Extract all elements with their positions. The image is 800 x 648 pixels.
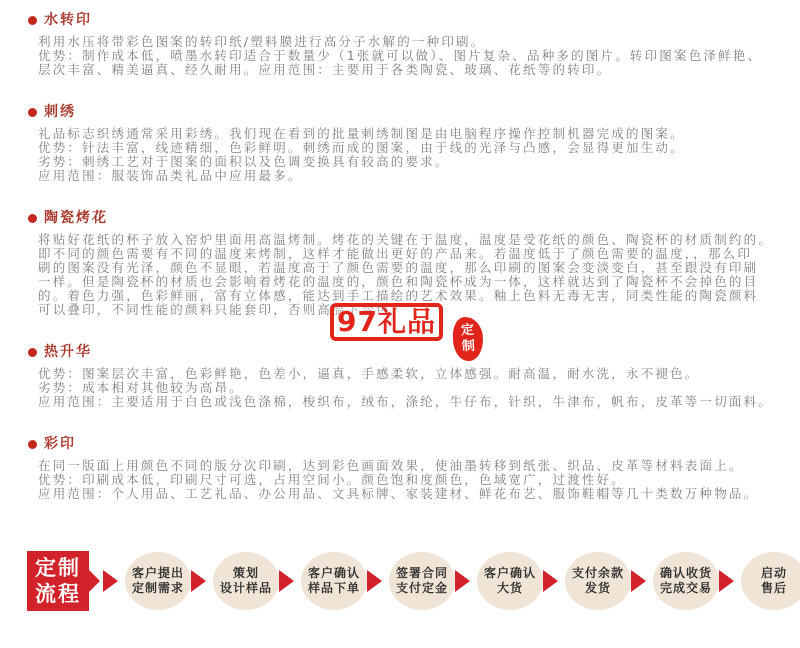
- section-body-line: 即不同的颜色需要有不同的温度来烤制，这样才能做出更好的产品来。若温度低于了颜色需要的温度，，那么印: [38, 247, 753, 261]
- section-title: 水转印: [44, 12, 92, 28]
- flow-step-line2: 售后: [760, 581, 787, 595]
- flow-step-line2: 样品下单: [307, 581, 360, 595]
- seal-stamp-icon: [452, 316, 484, 362]
- flow-step-line1: 客户提出: [131, 566, 184, 580]
- section-title-row: [28, 12, 792, 28]
- section-body-line: 劣势：成本相对其他较为高昂。: [38, 381, 244, 395]
- bullet-icon: [28, 440, 37, 449]
- section-body-line: 一样。但是陶瓷杯的材质也会影响着烤花的温度的，颜色和陶瓷杯成为一体，这样就达到了陶瓷杯不会掉色的目: [38, 275, 759, 289]
- section-body-line: 将贴好花纸的杯子放入窑炉里面用高温烤制。烤花的关键在于温度，温度是受花纸的颜色、陶瓷杯的材质制约的。: [38, 233, 774, 247]
- flow-steps: [103, 552, 800, 610]
- section-body-line: 在同一版面上用颜色不同的版分次印刷，达到彩色画面效果，使油墨转移到纸张、织品、皮革等材料表面上。: [38, 459, 744, 473]
- bullet-icon: [28, 214, 37, 223]
- section-body-line: 优势：针法丰富，线迹精细，色彩鲜明。刺绣而成的图案，由于线的光泽与凸感，会显得更加生动。: [38, 141, 685, 155]
- section-title: 热升华: [44, 344, 92, 360]
- flow-step: [543, 552, 631, 610]
- section-title-row: [28, 436, 792, 452]
- flow-step-bubble: [389, 552, 455, 610]
- flow-step-line2: 完成交易: [659, 581, 712, 595]
- arrow-right-icon: [103, 570, 118, 592]
- flow-step-line1: 支付余款: [571, 566, 624, 580]
- section-color-printing: [28, 436, 792, 501]
- arrow-right-icon: [631, 570, 646, 592]
- flow-step-line1: 客户确认: [307, 566, 360, 580]
- flow-step: [367, 552, 455, 610]
- brand-watermark: [330, 303, 483, 361]
- flow-step: [191, 552, 279, 610]
- arrow-right-icon: [191, 570, 206, 592]
- brand-watermark-text: 97礼品: [330, 303, 443, 341]
- flow-step-bubble: [477, 552, 543, 610]
- section-body: [38, 459, 792, 501]
- flow-label-banner: [27, 551, 89, 611]
- flow-step: [103, 552, 191, 610]
- arrow-right-icon: [719, 570, 734, 592]
- section-body-line: 应用范围：主要适用于白色或浅色涤棉，梭织布，绒布，涤纶，牛仔布，针织，牛津布，帆布，皮革等一切面料。: [38, 395, 774, 409]
- section-ceramic-baking: [28, 210, 792, 317]
- flow-step-bubble: [565, 552, 631, 610]
- flow-step-line1: 确认收货: [659, 566, 712, 580]
- flow-step-line1: 启动: [760, 566, 787, 580]
- flow-step-line1: 客户确认: [483, 566, 536, 580]
- section-body-line: 可以叠印，不同性能的颜料只能套印，否则高温下变色。: [38, 303, 406, 317]
- custom-process-flow: [27, 548, 793, 614]
- section-body: [38, 127, 792, 183]
- flow-step: [455, 552, 543, 610]
- section-body-line: 刷的图案没有光泽，颜色不显眼，若温度高于了颜色需要的温度，那么印刷的图案会变淡变白，甚至跟没有印刷: [38, 261, 759, 275]
- flow-step-bubble: [213, 552, 279, 610]
- section-title-row: [28, 104, 792, 120]
- section-body-line: 优势：图案层次丰富，色彩鲜艳，色差小，逼真，手感柔软，立体感强。耐高温，耐水洗，永不褪色。: [38, 367, 700, 381]
- flow-step-line1: 策划: [232, 566, 259, 580]
- section-body-line: 优势：印刷成本低，印刷尺寸可选，占用空间小。颜色饱和度颜色，色域宽广，过渡性好。: [38, 473, 627, 487]
- bullet-icon: [28, 108, 37, 117]
- section-body-line: 应用范围：服装饰品类礼品中应用最多。: [38, 169, 303, 183]
- section-title: 彩印: [44, 436, 76, 452]
- section-body: [38, 35, 792, 77]
- flow-step-line2: 设计样品: [219, 581, 272, 595]
- arrow-right-icon: [455, 570, 470, 592]
- seal-char-bottom: 制: [461, 338, 476, 355]
- flow-step-bubble: [125, 552, 191, 610]
- section-title: 陶瓷烤花: [44, 210, 108, 226]
- flow-step-bubble: [741, 552, 800, 610]
- section-title: 刺绣: [44, 104, 76, 120]
- section-body-line: 优势：制作成本低，喷墨水转印适合于数量少（1张就可以做）、图片复杂、品种多的图片。转印图案色泽鲜艳、: [38, 49, 763, 63]
- section-body-line: 的。着色力强，色彩鲜丽，富有立体感，能达到手工描绘的艺术效果。釉上色料无毒无害，同类性能的陶瓷颜料: [38, 289, 759, 303]
- arrow-right-icon: [279, 570, 294, 592]
- flow-step-line2: 定制需求: [131, 581, 184, 595]
- flow-step-line2: 支付定金: [395, 581, 448, 595]
- bullet-icon: [28, 348, 37, 357]
- flow-step: [279, 552, 367, 610]
- section-body: [38, 367, 792, 409]
- section-body-line: 劣势：刺绣工艺对于图案的面积以及色调变换具有较高的要求。: [38, 155, 450, 169]
- flow-step-line2: 发货: [584, 581, 611, 595]
- flow-label-line2: 流程: [35, 582, 81, 606]
- bullet-icon: [28, 16, 37, 25]
- seal-char-top: 定: [460, 322, 475, 339]
- arrow-right-icon: [367, 570, 382, 592]
- flow-step: [631, 552, 719, 610]
- arrow-right-icon: [543, 570, 558, 592]
- flow-step-bubble: [653, 552, 719, 610]
- section-body-line: 礼品标志织绣通常采用彩绣。我们现在看到的批量刺绣制图是由电脑程序操作控制机器完成的图案。: [38, 127, 685, 141]
- flow-step: [719, 552, 800, 610]
- flow-step-bubble: [301, 552, 367, 610]
- flow-step-line1: 签署合同: [395, 566, 448, 580]
- section-body-line: 应用范围：个人用品、工艺礼品、办公用品、文具标牌、家装建材、鲜花布艺、服饰鞋帽等几十类数万种物品。: [38, 487, 759, 501]
- section-water-transfer: [28, 12, 792, 77]
- section-embroidery: [28, 104, 792, 183]
- section-body-line: 层次丰富、精美逼真、经久耐用。应用范围：主要用于各类陶瓷、玻璃、花纸等的转印。: [38, 63, 612, 77]
- section-body-line: 利用水压将带彩色图案的转印纸/塑料膜进行高分子水解的一种印刷。: [38, 35, 486, 49]
- flow-step-line2: 大货: [496, 581, 523, 595]
- flow-label-line1: 定制: [35, 556, 81, 580]
- section-title-row: [28, 210, 792, 226]
